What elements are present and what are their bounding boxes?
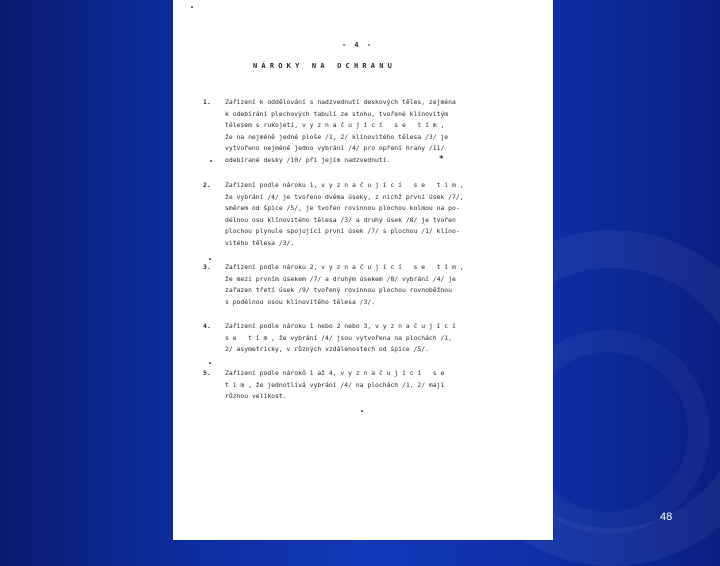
claim-line: že vybrání /4/ je tvořeno dvěma úseky, z nichž první úsek /7/, — [225, 192, 464, 201]
claim-line: Zařízení podle nároků 1 až 4, v y z n a č u j í c í s e — [225, 369, 445, 377]
claim-line: 2/ asymetricky, v různých vzdálenostech od špice /5/. — [225, 345, 429, 354]
scan-speck — [209, 258, 211, 260]
claim-line: tělesem s rukojetí, v y z n a č u j í c í s e t í m , — [225, 121, 445, 130]
claim-text — [225, 262, 523, 308]
claim-2 — [203, 180, 523, 250]
claim-line: že na nejméně jedné ploše /1, 2/ klínovitého tělesa /3/ je — [225, 132, 449, 141]
claim-line: vitého tělesa /3/. — [225, 238, 295, 247]
claim-line: že mezi prvním úsekem /7/ a druhým úsekem /8/ vybrání /4/ je — [225, 274, 456, 283]
claim-line: vytvořeno nejméně jedno vybrání /4/ pro opření hrany /11/ — [225, 144, 445, 153]
claim-line: Zařízení podle nároku 2, v y z n a č u j í c í s e t í m , — [225, 263, 464, 271]
claim-number: 1. — [203, 98, 211, 106]
claim-line: různou velikost. — [225, 392, 287, 401]
claim-line: s e t í m , že vybrání /4/ jsou vytvořena na plochách /1, — [225, 333, 453, 342]
claim-line: odebírané desky /10/ při jejím nadzvednutí. — [225, 155, 391, 164]
claim-line: Zařízení podle nároku 1 nebo 2 nebo 3, v y z n a č u j í c í — [225, 322, 456, 330]
scanned-document-page — [173, 0, 553, 540]
claim-text — [225, 180, 523, 250]
scan-speck — [361, 410, 363, 412]
claim-line: k odebírání plechových tabulí ze stohu, tvořené klínovitým — [225, 109, 449, 118]
claim-text — [225, 368, 523, 403]
claim-number: 3. — [203, 263, 211, 271]
claim-number: 5. — [203, 369, 211, 377]
document-title: NÁROKY NA OCHRANU — [253, 62, 397, 70]
claim-text — [225, 97, 523, 167]
claim-line: délnou osu klínovitého tělesa /3/ a druhý úsek /8/ je tvořen — [225, 215, 456, 224]
claim-line: t í m , že jednotlivá vybrání /4/ na plochách /1, 2/ mají — [225, 380, 445, 389]
claim-line: směrem od špice /5/, je tvořen rovinnou plochou kolmou na po- — [225, 204, 460, 213]
claim-line: Zařízení podle nároku 1, v y z n a č u j í c í s e t í m , — [225, 181, 464, 189]
page-number-mark: - 4 - — [342, 41, 374, 49]
claim-line: Zařízení k oddělování s nadzvednutí deskových těles, zejména — [225, 98, 456, 106]
claim-line: plochou plynule spojující první úsek /7/ s plochou /1/ klíno- — [225, 227, 460, 236]
claim-1 — [203, 97, 523, 167]
slide-number: 48 — [660, 511, 673, 523]
claim-3 — [203, 262, 523, 308]
ink-mark: * — [439, 154, 444, 163]
claim-5 — [203, 368, 523, 403]
claim-number: 2. — [203, 181, 211, 189]
scan-speck — [209, 362, 211, 364]
claim-4 — [203, 321, 523, 356]
claim-line: zařazen třetí úsek /9/ tvořený rovinnou plochou rovnoběžnou — [225, 286, 453, 295]
claim-line: s podélnou osou klínovitého tělesa /3/. — [225, 297, 376, 306]
claim-text — [225, 321, 523, 356]
claim-number: 4. — [203, 322, 211, 330]
scan-speck — [191, 6, 193, 8]
